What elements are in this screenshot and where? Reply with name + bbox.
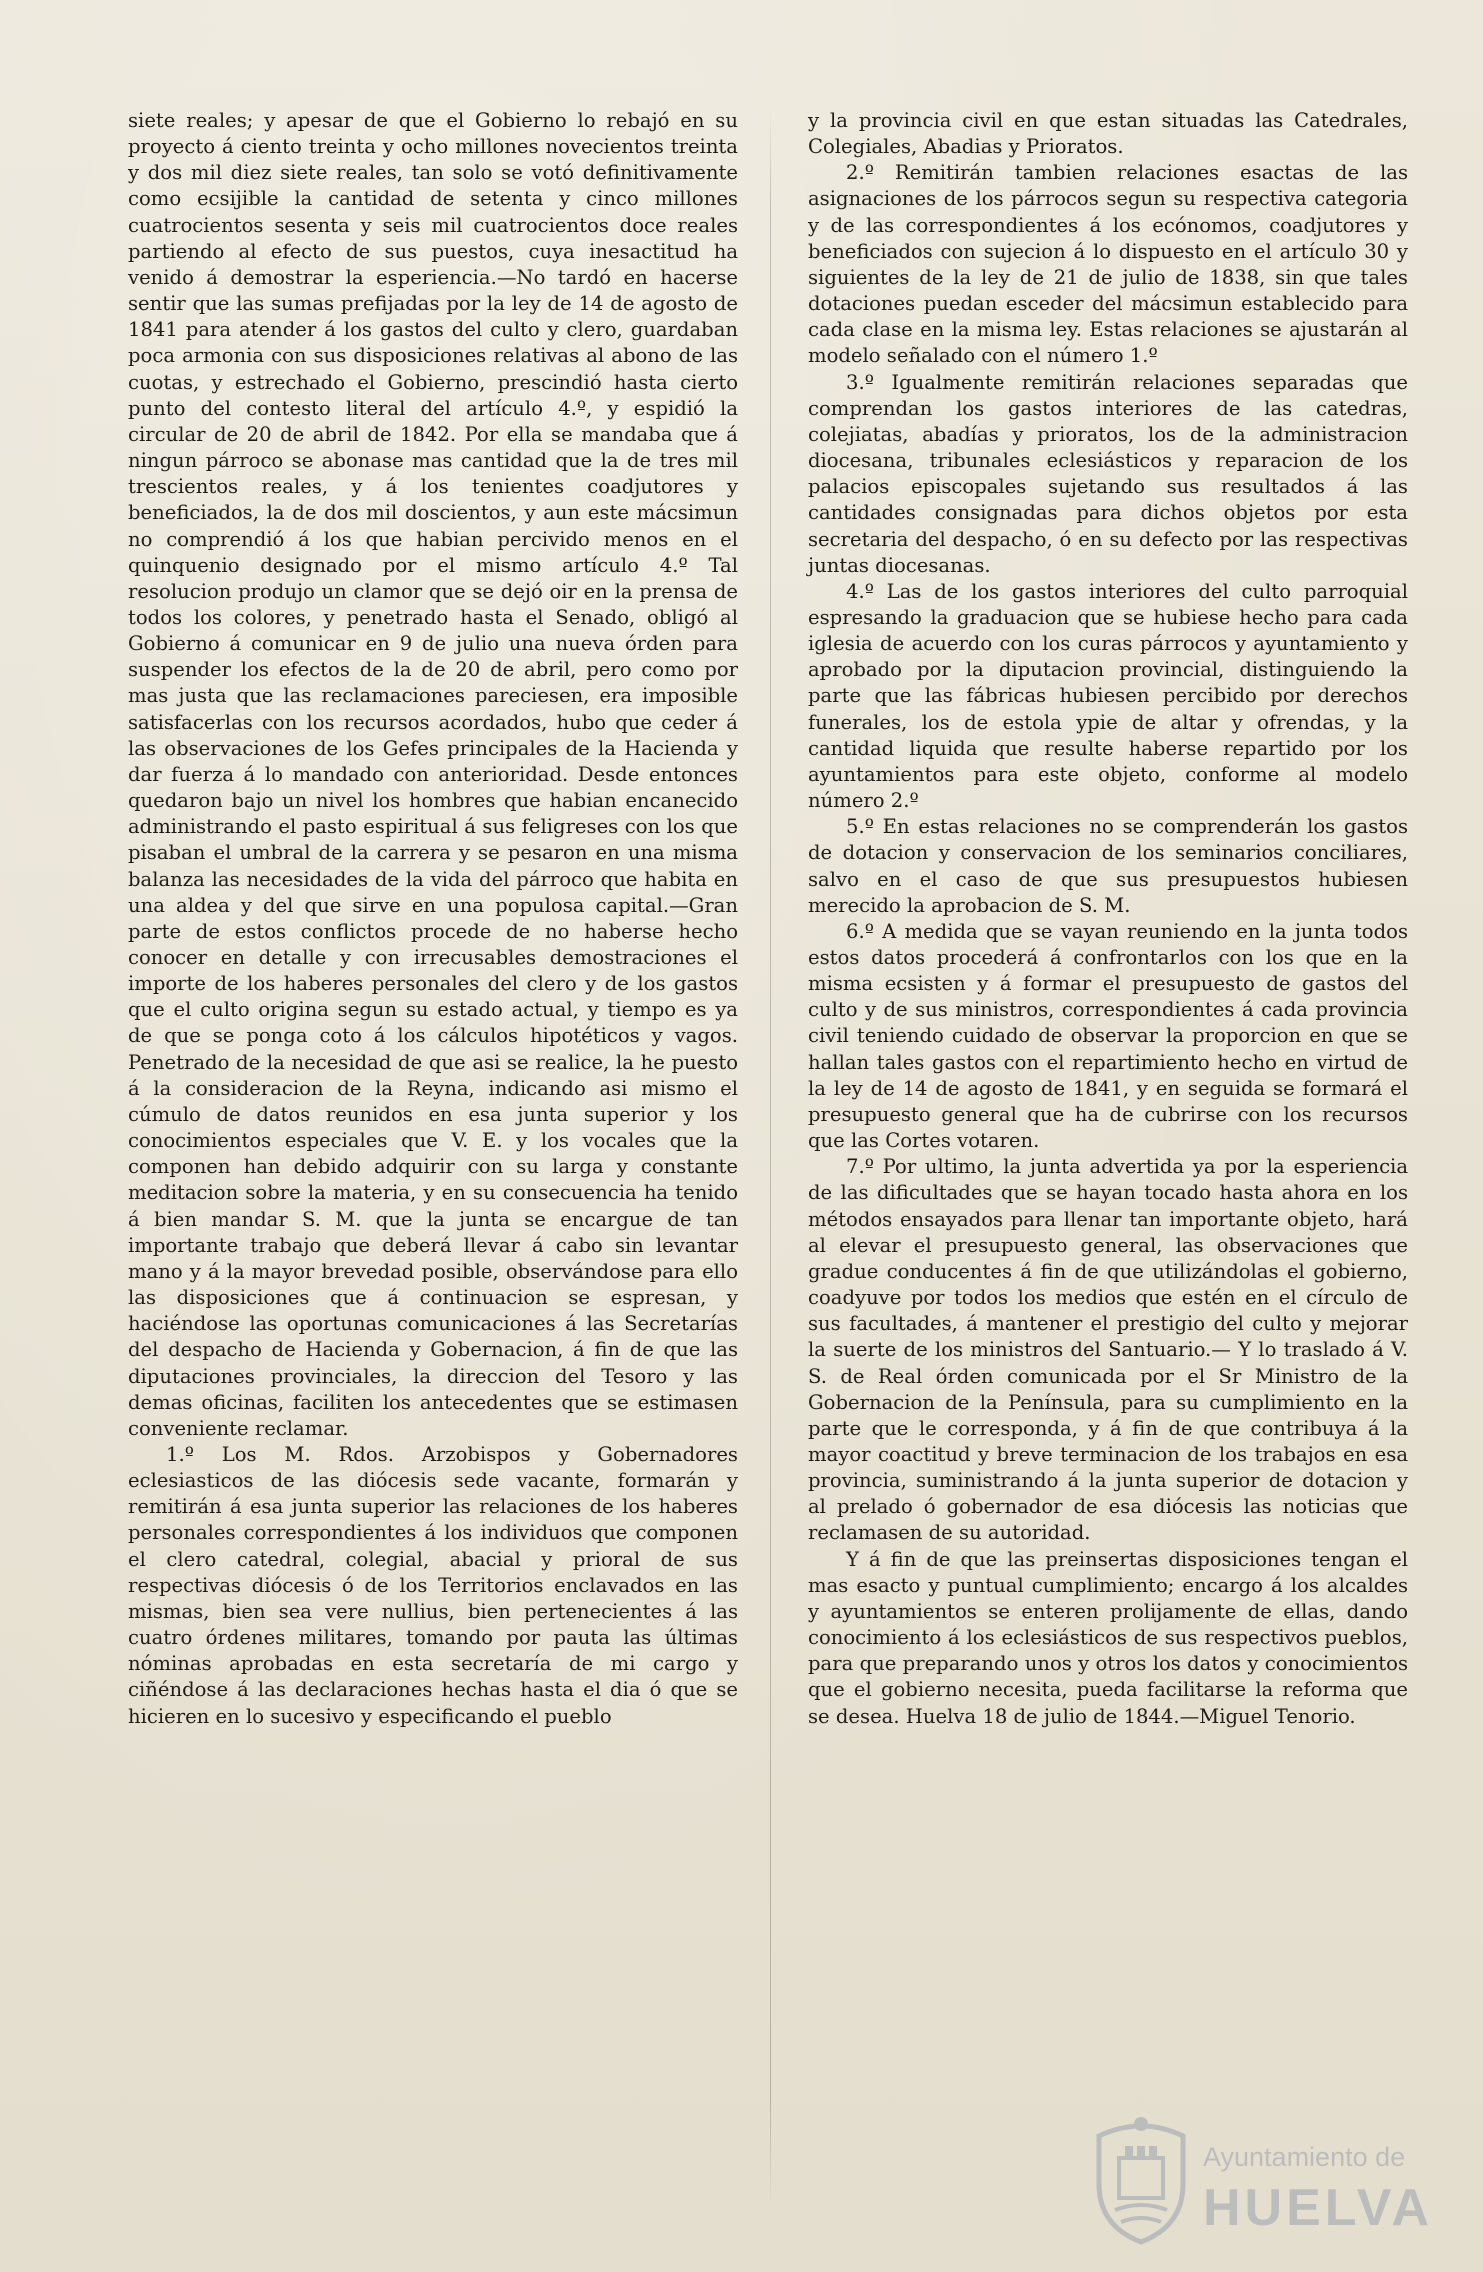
- right-paragraph-1: y la provincia civil en que estan situadas las Catedrales, Colegiales, Abadias y Prioratos.: [808, 109, 1408, 159]
- right-paragraph-4: 4.º Las de los gastos interiores del culto parroquial espresando la graduacion que se hubiese hecho para cada iglesia de acuerdo con los curas párrocos y ayuntamiento y aprobado por la diputacion provincial, distinguiendo la parte que las fábricas hubiesen percibido por derechos funerales, los de estola ypie de altar y ofrendas, y la cantidad liquida que resulte haberse repartido por los ayuntamientos para este objeto, conforme al modelo número 2.º: [808, 579, 1408, 813]
- right-paragraph-7: 7.º Por ultimo, la junta advertida ya por la esperiencia de las dificultades que se hayan tocado hasta ahora en los métodos ensayados para llenar tan importante objeto, hará al elevar el presupuesto general, las observaciones que gradue conducentes á fin de que utilizándolas el gobierno, coadyuve por todos los medios que estén en el círculo de sus facultades, á mantener el prestigio del culto y mejorar la suerte de los ministros del Santuario.— Y lo traslado á V. S. de Real órden comunicada por el Sr Ministro de la Gobernacion de la Península, para su cumplimiento en la parte que le corresponda, y á fin de que contribuya á la mayor coactitud y breve terminacion de los trabajos en esa provincia, suministrando á la junta superior de dotacion y al prelado ó gobernador de esa diócesis las noticias que reclamasen de su autoridad.: [808, 1155, 1408, 1545]
- left-paragraph-1: siete reales; y apesar de que el Gobierno lo rebajó en su proyecto á ciento treinta y ocho millones novecientos treinta y dos mil diez siete reales, tan solo se votó definitivamente como ecsijible la cantidad de setenta y cinco millones cuatrocientos sesenta y seis mil cuatrocientos doce reales partiendo al efecto de sus puestos, cuya inesactitud ha venido á demostrar la esperiencia.—No tardó en hacerse sentir que las sumas prefijadas por la ley de 14 de agosto de 1841 para atender á los gastos del culto y clero, guardaban poca armonia con sus disposiciones relativas al abono de las cuotas, y estrechado el Gobierno, prescindió hasta cierto punto del contesto literal del artículo 4.º, y espidió la circular de 20 de abril de 1842. Por ella se mandaba que á ningun párroco se abonase mas cantidad que la de tres mil trescientos reales, y á los tenientes coadjutores y beneficiados, la de dos mil doscientos, y aun este mácsimun no comprendió á los que habian percivido menos en el quinquenio designado por el mismo artículo 4.º Tal resolucion produjo un clamor que se dejó oir en la prensa de todos los colores, y penetrado hasta el Senado, obligó al Gobierno á comunicar en 9 de julio una nueva órden para suspender los efectos de la de 20 de abril, pero como por mas justa que las reclamaciones pareciesen, era imposible satisfacerlas con los recursos acordados, hubo que ceder á las observaciones de los Gefes principales de la Hacienda y dar fuerza á lo mandado con anterioridad. Desde entonces quedaron bajo un nivel los hombres que habian encanecido administrando el pasto espiritual á sus feligreses con los que pisaban el umbral de la carrera y se pesaron en una misma balanza las necesidades de la vida del párroco que habita en una aldea y del que sirve en una populosa capital.—Gran parte de estos conflictos procede de no haberse hecho conocer en detalle y con irrecusables demostraciones el importe de los haberes personales del clero y de los gastos que el culto origina segun su estado actual, y tiempo es ya de que se ponga coto á los cálculos hipotéticos y vagos. Penetrado de la necesidad de que asi se realice, la he puesto á la consideracion de la Reyna, indicando asi mismo el cúmulo de datos reunidos en esa junta superior y los conocimientos especiales que V. E. y los vocales que la componen han debido adquirir con su larga y constante meditacion sobre la materia, y en su consecuencia ha tenido á bien mandar S. M. que la junta se encargue de tan importante trabajo que deberá llevar á cabo sin levantar mano y á la mayor brevedad posible, observándose para ello las disposiciones que á continuacion se espresan, y haciéndose las oportunas comunicaciones á las Secretarías del despacho de Hacienda y Gobernacion, á fin de que las diputaciones provinciales, la direccion del Tesoro y las demas oficinas, faciliten los antecedentes que se estimasen conveniente reclamar.: [128, 109, 738, 1440]
- watermark-line-1: Ayuntamiento de: [1203, 2142, 1406, 2172]
- left-column: [128, 108, 738, 1730]
- watermark-line-2: HUELVA: [1203, 2179, 1434, 2237]
- right-column: [808, 108, 1408, 1730]
- column-divider: [770, 108, 771, 2208]
- coat-of-arms-icon: [1085, 2106, 1197, 2246]
- right-paragraph-6: 6.º A medida que se vayan reuniendo en la junta todos estos datos procederá á confrontarlos con los que en la misma ecsisten y á formar el presupuesto de gastos del culto y de sus ministros, correspondientes á cada provincia civil teniendo cuidado de observar la proporcion en que se hallan tales gastos con el repartimiento hecho en virtud de la ley de 14 de agosto de 1841, y en seguida se formará el presupuesto general que ha de cubrirse con los recursos que las Cortes votaren.: [808, 919, 1408, 1153]
- right-paragraph-3: 3.º Igualmente remitirán relaciones separadas que comprendan los gastos interiores de las catedras, colejiatas, abadías y prioratos, los de la administracion diocesana, tribunales eclesiásticos y reparacion de los palacios episcopales sujetando sus resultados á las cantidades consignadas para dichos objetos por esta secretaria del despacho, ó en su defecto por las respectivas juntas diocesanas.: [808, 370, 1408, 577]
- right-paragraph-8: Y á fin de que las preinsertas disposiciones tengan el mas esacto y puntual cumplimiento; encargo á los alcaldes y ayuntamientos se enteren prolijamente de ellas, dando conocimiento á los eclesiásticos de sus respectivos pueblos, para que preparando unos y otros los datos y conocimientos que el gobierno necesita, pueda facilitarse la reforma que se desea. Huelva 18 de julio de 1844.—Miguel Tenorio.: [808, 1547, 1408, 1728]
- right-paragraph-2: 2.º Remitirán tambien relaciones esactas de las asignaciones de los párrocos segun su respectiva categoria y de las correspondientes á los ecónomos, coadjutores y beneficiados con sujecion á lo dispuesto en el artículo 30 y siguientes de la ley de 21 de julio de 1838, sin que tales dotaciones puedan esceder del mácsimun establecido para cada clase en la misma ley. Estas relaciones se ajustarán al modelo señalado con el número 1.º: [808, 161, 1408, 368]
- left-paragraph-2: 1.º Los M. Rdos. Arzobispos y Gobernadores eclesiasticos de las diócesis sede vacante, formarán y remitirán á esa junta superior las relaciones de los haberes personales correspondientes á los individuos que componen el clero catedral, colegial, abacial y prioral de sus respectivas diócesis ó de los Territorios enclavados en las mismas, bien sea vere nullius, bien pertenecientes á las cuatro órdenes militares, tomando por pauta las últimas nóminas aprobadas en esta secretaría de mi cargo y ciñéndose á las declaraciones hechas hasta el dia ó que se hicieren en lo sucesivo y especificando el pueblo: [128, 1442, 738, 1728]
- watermark: [1085, 2100, 1434, 2250]
- right-paragraph-5: 5.º En estas relaciones no se comprenderán los gastos de dotacion y conservacion de los seminarios conciliares, salvo en el caso de que sus presupuestos hubiesen merecido la aprobacion de S. M.: [808, 815, 1408, 917]
